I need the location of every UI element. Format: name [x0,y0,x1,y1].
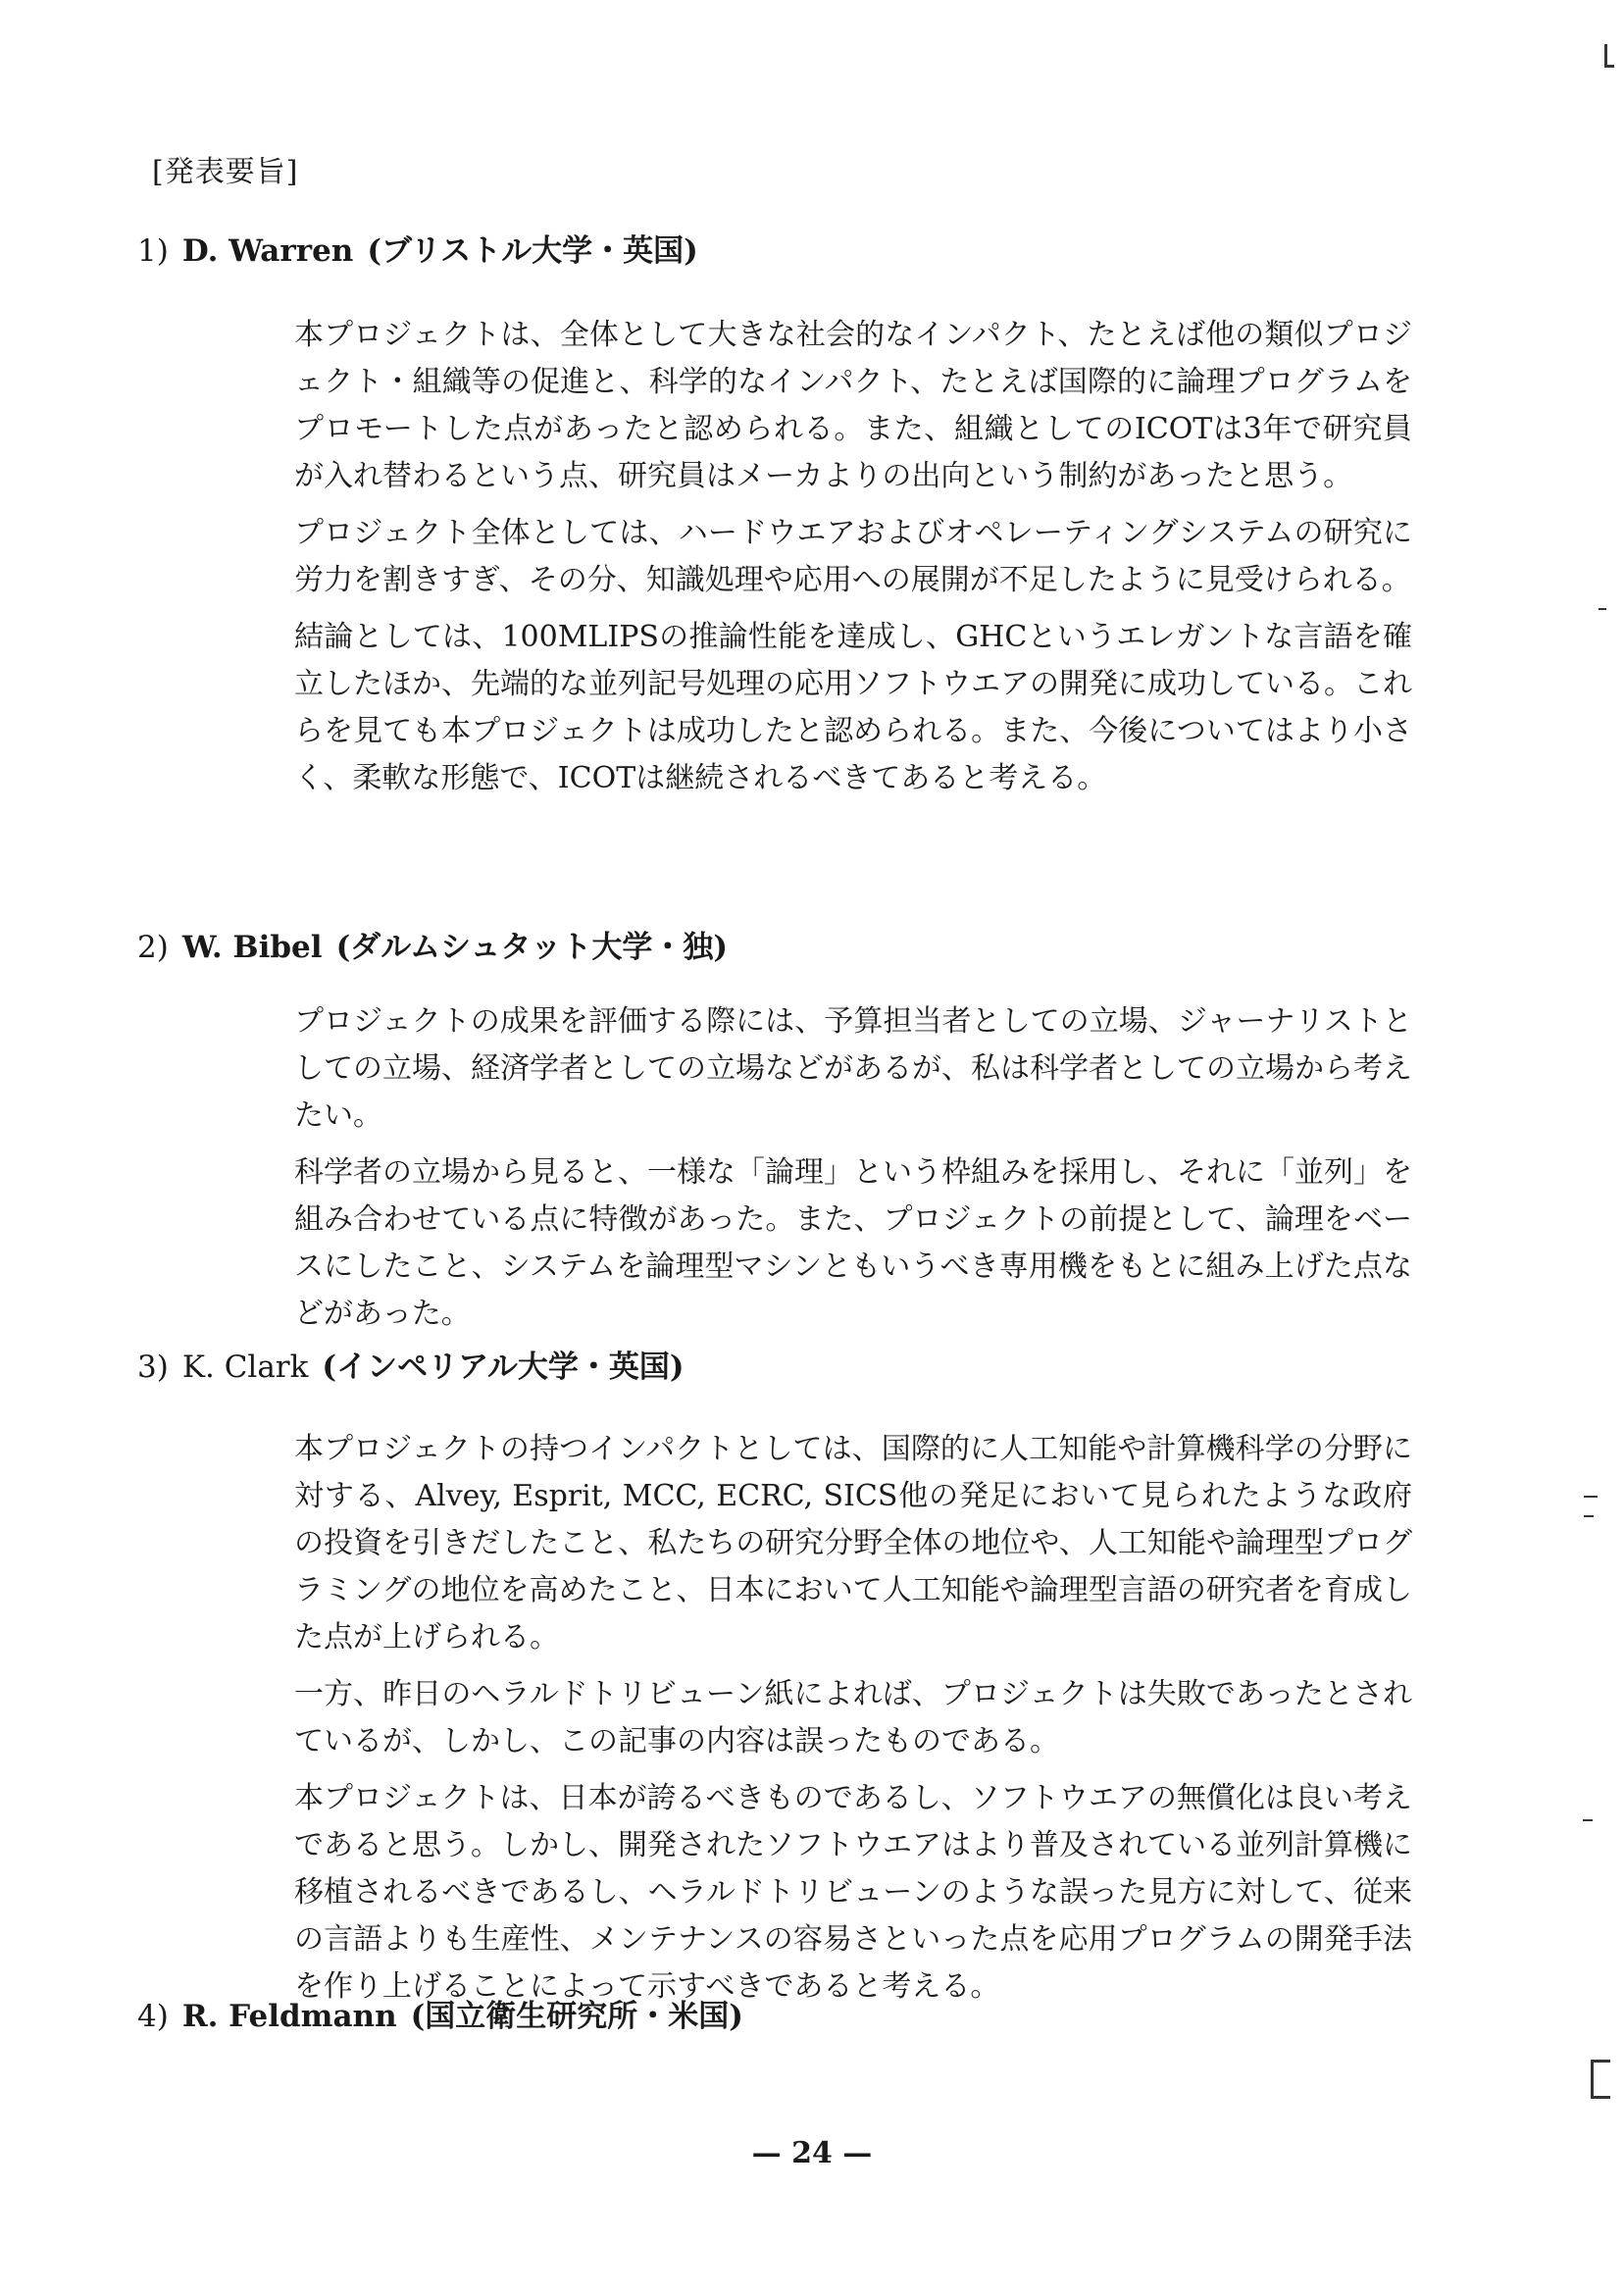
speaker-name: W. Bibel [181,930,323,965]
speaker-number: 2) [137,930,169,965]
paragraph: 本プロジェクトは、日本が誇るべきものであるし、ソフトウエアの無償化は良い考えであると思う。しかし、開発されたソフトウエアはより普及されている並列計算機に移植されるべきであるし、ヘラルドトリビューンのような誤った見方に対して、従来の言語よりも生産性、メンテナンスの容易さといった点を応用プログラムの開発手法を作り上げることによって示すべきであると考える。 [294,1781,1412,2004]
scan-edge-mark [1591,2060,1610,2063]
paragraph: 一方、昨日のヘラルドトリビューン紙によれば、プロジェクトは失敗であったとされているが、しかし、この記事の内容は誤ったものである。 [294,1677,1412,1758]
scan-edge-mark [1584,1515,1594,1517]
speaker-body-warren [294,312,1412,812]
scan-edge-mark [1583,1819,1593,1821]
speaker-number: 1) [137,233,169,269]
speaker-number: 3) [137,1350,169,1385]
paragraph: 本プロジェクトは、全体として大きな社会的なインパクト、たとえば他の類似プロジェクト・組織等の促進と、科学的なインパクト、たとえば国際的に論理プログラムをプロモートした点があったと認められる。また、組織としてのICOTは3年で研究員が入れ替わるという点、研究員はメーカよりの出向という制約があったと思う。 [294,318,1412,493]
speaker-name: K. Clark [181,1350,309,1385]
speaker-heading-bibel [137,922,728,966]
speaker-affiliation: (国立衛生研究所・米国) [410,1999,743,2034]
scan-edge-mark [1604,65,1614,68]
paragraph: プロジェクトの成果を評価する際には、予算担当者としての立場、ジャーナリストとしての立場、経済学者としての立場などがあるが、私は科学者としての立場から考えたい。 [294,1004,1412,1133]
speaker-name: R. Feldmann [181,1999,397,2034]
scan-edge-mark [1591,2060,1594,2099]
speaker-body-bibel [294,998,1412,1348]
paragraph: プロジェクト全体としては、ハードウエアおよびオペレーティングシステムの研究に労力を割きすぎ、その分、知識処理や応用への展開が不足したように見受けられる。 [294,516,1412,597]
paragraph: 結論としては、100MLIPSの推論性能を達成し、GHCというエレガントな言語を確立したほか、先端的な並列記号処理の応用ソフトウエアの開発に成功している。これらを見ても本プロジェクトは成功したと認められる。また、今後についてはより小さく、柔軟な形態で、ICOTは継続されるべきてあると考える。 [294,620,1412,795]
speaker-name: D. Warren [181,233,354,269]
paragraph: 本プロジェクトの持つインパクトとしては、国際的に人工知能や計算機科学の分野に対する、Alvey, Esprit, MCC, ECRC, SICS他の発足において見られたような政府の投資を引きだしたこと、私たちの研究分野全体の地位や、人工知能や論理型プログラミングの地位を高めたこと、日本において人工知能や論理型言語の研究者を育成した点が上げられる。 [294,1432,1412,1655]
speaker-heading-feldmann [137,1991,743,2035]
speaker-affiliation: (インペリアル大学・英国) [322,1350,685,1385]
speaker-heading-clark [137,1342,685,1386]
section-label: [発表要旨] [152,155,299,189]
paragraph: 科学者の立場から見ると、一様な「論理」という枠組みを採用し、それに「並列」を組み合わせている点に特徴があった。また、プロジェクトの前提として、論理をベースにしたこと、システムを論理型マシンともいうべき専用機をもとに組み上げた点などがあった。 [294,1155,1412,1331]
speaker-number: 4) [137,1999,169,2034]
speaker-affiliation: (ブリストル大学・英国) [367,233,698,269]
scan-edge-mark [1591,2096,1610,2099]
page-number: — 24 — [751,2136,873,2170]
speaker-heading-warren [137,226,698,270]
speaker-body-clark [294,1426,1412,2020]
speaker-affiliation: (ダルムシュタット大学・独) [335,930,729,965]
scan-edge-mark [1584,1496,1598,1498]
scan-edge-mark [1599,608,1606,610]
